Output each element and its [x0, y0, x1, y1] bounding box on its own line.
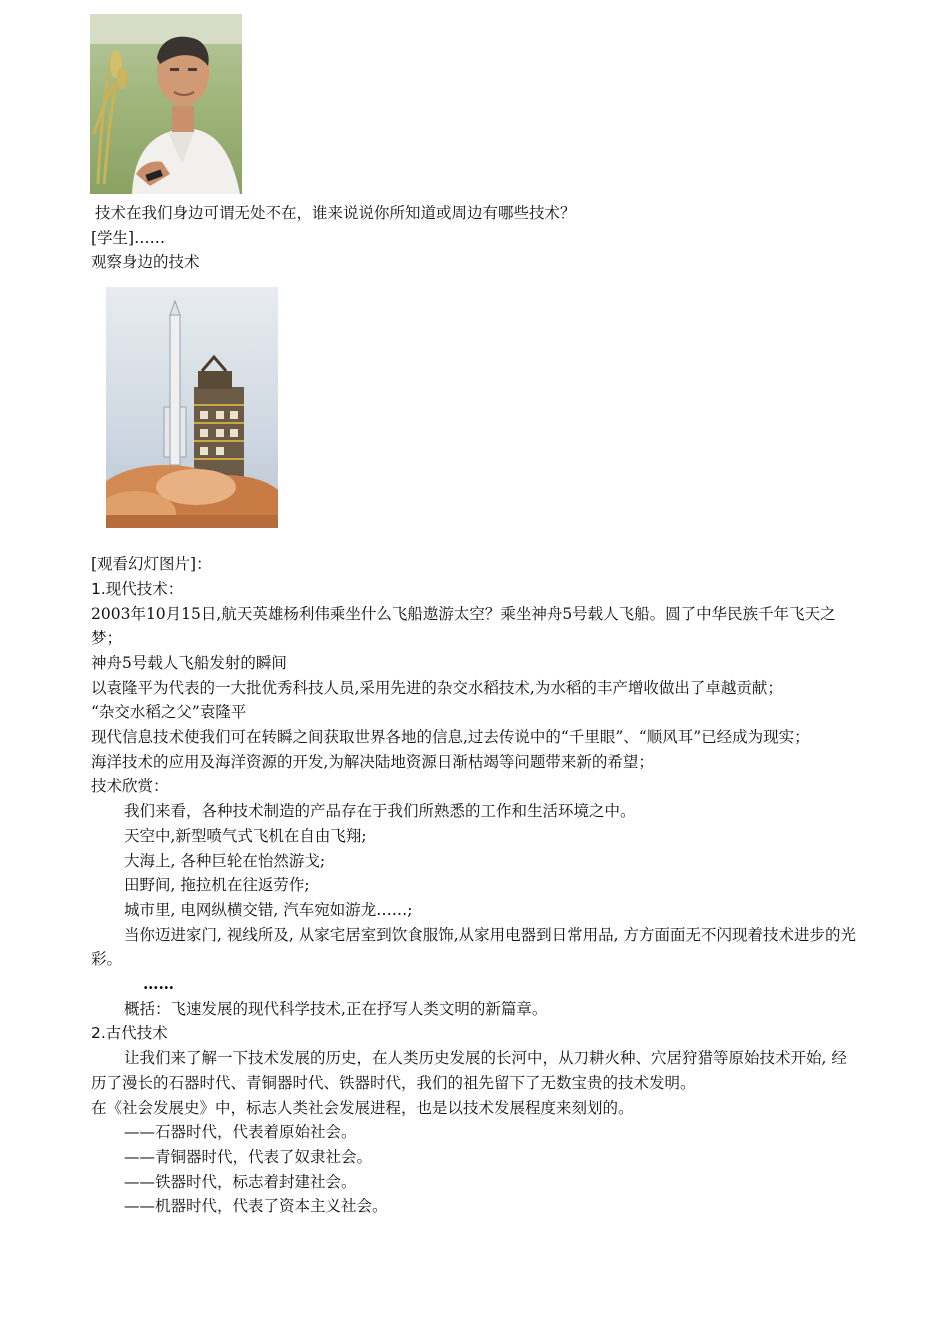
ocean-tech-text: 海洋技术的应用及海洋资源的开发,为解决陆地资源日渐枯竭等问题带来新的希望；	[91, 752, 654, 771]
ancient-paragraph: 让我们来了解一下技术发展的历史，在人类历史发展的长河中，从刀耕火种、穴居狩猎等原始技术开始, 经历了漫长的石器时代、青铜器时代、铁器时代，我们的祖先留下了无数宝贵的技术发明。	[91, 1049, 847, 1092]
shenzhou-text: 2003年10月15日,航天英雄杨利伟乘坐什么飞船遨游太空？乘坐神舟5号载人飞船。圆了中华民族千年飞天之梦；	[91, 604, 836, 648]
ancient-tech-heading: 2.古代技术	[91, 1024, 168, 1043]
appreciation-ellipsis: ……	[143, 974, 174, 994]
appreciation-summary: 概括：飞速发展的现代科学技术,正在抒写人类文明的新篇章。	[124, 999, 548, 1018]
appreciation-line: 天空中,新型喷气式飞机在自由飞翔;	[124, 826, 367, 845]
intro-question: 技术在我们身边可谓无处不在，谁来说说你所知道或周边有哪些技术？	[95, 204, 576, 222]
appreciation-line: 我们来看，各种技术制造的产品存在于我们所熟悉的工作和生活环境之中。	[124, 802, 636, 821]
appreciation-line: 田野间, 拖拉机在往返劳作;	[124, 876, 310, 895]
appreciation-heading: 技术欣赏：	[91, 777, 169, 796]
era-line: ——铁器时代，标志着封建社会。	[124, 1172, 357, 1191]
document-body	[91, 0, 861, 1219]
appreciation-closing: 当你迈进家门, 视线所及, 从家宅居室到饮食服饰,从家用电器到日常用品, 方方面面无不闪现着技术进步的光彩。	[91, 925, 856, 969]
appreciation-line: 城市里, 电网纵横交错, 汽车宛如游龙……;	[124, 900, 413, 919]
shenzhou-caption: 神舟5号载人飞船发射的瞬间	[91, 653, 287, 672]
slides-label: [观看幻灯图片]：	[91, 555, 212, 574]
student-reply: [学生]……	[91, 228, 166, 247]
rice-text: 以袁隆平为代表的一大批优秀科技人员,采用先进的杂交水稻技术,为水稻的丰产增收做出了卓越贡献；	[91, 678, 783, 697]
appreciation-line: 大海上, 各种巨轮在怡然游戈;	[124, 851, 326, 870]
observe-heading: 观察身边的技术	[91, 253, 200, 272]
info-tech-text: 现代信息技术使我们可在转瞬之间获取世界各地的信息,过去传说中的“千里眼”、“顺风耳”已经成为现实；	[91, 728, 810, 747]
modern-tech-heading: 1.现代技术：	[91, 579, 184, 598]
era-line: ——石器时代，代表着原始社会。	[124, 1123, 357, 1142]
era-line: ——机器时代，代表了资本主义社会。	[124, 1197, 388, 1216]
rice-caption: “杂交水稻之父”袁隆平	[91, 703, 247, 722]
history-line: 在《社会发展史》中，标志人类社会发展进程，也是以技术发展程度来刻划的。	[91, 1098, 634, 1117]
era-line: ——青铜器时代，代表了奴隶社会。	[124, 1147, 373, 1166]
